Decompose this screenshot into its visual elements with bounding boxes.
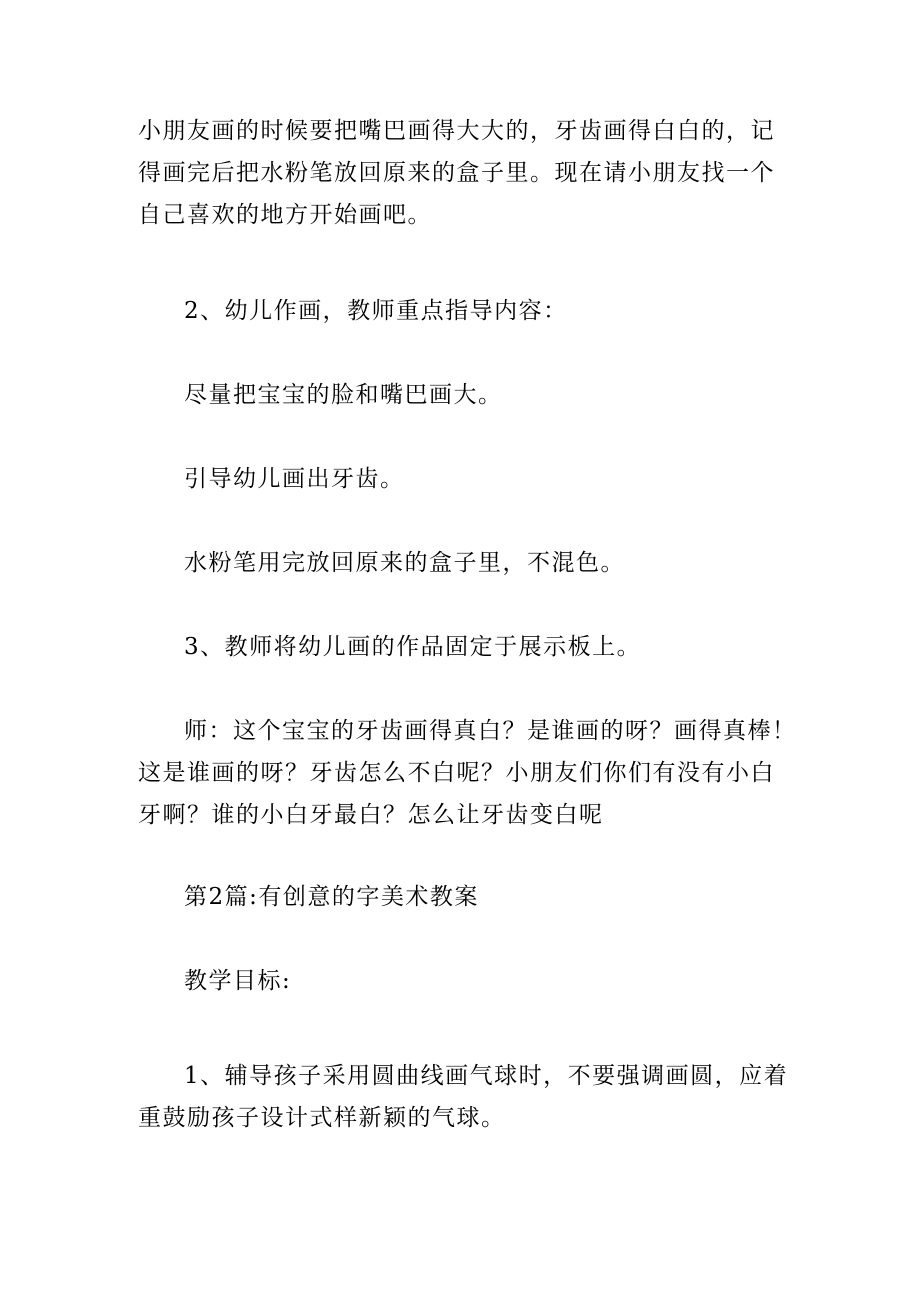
paragraph-goal-1: 1、辅导孩子采用圆曲线画气球时，不要强调画圆，应着重鼓励孩子设计式样新颖的气球。 xyxy=(138,1063,789,1131)
paragraph-step-3: 3、教师将幼儿画的作品固定于展示板上。 xyxy=(184,634,642,660)
paragraph-step-2-heading: 2、幼儿作画，教师重点指导内容： xyxy=(184,298,568,324)
paragraph-guidance-teeth: 引导幼儿画出牙齿。 xyxy=(184,466,405,492)
paragraph-drawing-instructions: 小朋友画的时候要把嘴巴画得大大的，牙齿画得白白的，记得画完后把水粉笔放回原来的盒子里。现在请小朋友找一个自己喜欢的地方开始画吧。 xyxy=(138,118,775,228)
heading-teaching-goals: 教学目标: xyxy=(184,968,292,994)
section-title-lesson-2: 第2篇:有创意的字美术教案 xyxy=(184,884,479,910)
paragraph-guidance-face: 尽量把宝宝的脸和嘴巴画大。 xyxy=(184,382,503,408)
paragraph-teacher-dialogue: 师：这个宝宝的牙齿画得真白？是谁画的呀？画得真棒！这是谁画的呀？牙齿怎么不白呢？小朋友们你们有没有小白牙啊？谁的小白牙最白？怎么让牙齿变白呢 xyxy=(138,718,797,828)
paragraph-guidance-brush: 水粉笔用完放回原来的盒子里，不混色。 xyxy=(184,550,625,576)
